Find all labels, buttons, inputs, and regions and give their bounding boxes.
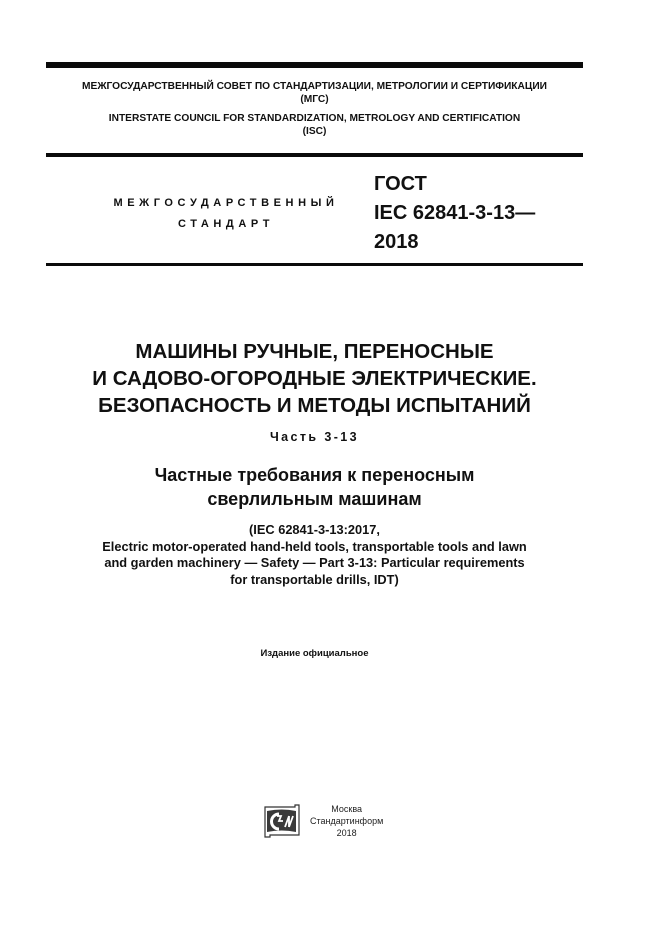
iec-reference-line: and garden machinery — Safety — Part 3-13: Particular requirements bbox=[104, 555, 525, 570]
gost-year: 2018 bbox=[374, 231, 419, 253]
council-name-ru bbox=[46, 80, 583, 106]
iec-reference bbox=[46, 522, 583, 588]
part-number: Часть 3-13 bbox=[270, 430, 359, 444]
publisher-text bbox=[310, 803, 383, 839]
council-name-en bbox=[46, 112, 583, 138]
council-name-en-text: INTERSTATE COUNCIL FOR STANDARDIZATION, METROLOGY AND CERTIFICATION bbox=[108, 113, 521, 124]
standard-kind bbox=[100, 193, 352, 235]
iec-reference-line: (IEC 62841-3-13:2017, bbox=[249, 522, 380, 537]
title-line: И САДОВО-ОГОРОДНЫЕ ЭЛЕКТРИЧЕСКИЕ. bbox=[92, 367, 537, 390]
iec-reference-line: Electric motor-operated hand-held tools, transportable tools and lawn bbox=[102, 538, 527, 554]
subtitle-line: Частные требования к переносным bbox=[154, 465, 475, 485]
publisher-block bbox=[262, 803, 383, 839]
bottom-divider bbox=[46, 263, 583, 266]
council-abbr-en: (ISC) bbox=[302, 126, 327, 137]
publisher-city: Москва bbox=[331, 804, 363, 814]
edition-note: Издание официальное bbox=[260, 648, 369, 659]
publisher-year: 2018 bbox=[336, 828, 357, 838]
council-name-ru-text: МЕЖГОСУДАРСТВЕННЫЙ СОВЕТ ПО СТАНДАРТИЗАЦИИ, МЕТРОЛОГИИ И СЕРТИФИКАЦИИ bbox=[82, 81, 547, 92]
council-abbr-ru: (МГС) bbox=[300, 94, 329, 105]
gost-designation bbox=[374, 170, 535, 257]
top-divider bbox=[46, 62, 583, 68]
document-subtitle bbox=[46, 463, 583, 511]
standard-kind-line2: СТАНДАРТ bbox=[177, 218, 275, 230]
subtitle-line: сверлильным машинам bbox=[207, 489, 422, 509]
standartinform-logo-icon bbox=[262, 803, 302, 839]
gost-label: ГОСТ bbox=[374, 173, 427, 195]
title-line: МАШИНЫ РУЧНЫЕ, ПЕРЕНОСНЫЕ bbox=[135, 340, 494, 363]
iec-reference-line: for transportable drills, IDT) bbox=[230, 571, 399, 587]
title-line: БЕЗОПАСНОСТЬ И МЕТОДЫ ИСПЫТАНИЙ bbox=[98, 394, 531, 417]
document-title bbox=[46, 338, 583, 419]
publisher-name: Стандартинформ bbox=[310, 816, 384, 826]
standard-kind-line1: МЕЖГОСУДАРСТВЕННЫЙ bbox=[113, 197, 339, 209]
middle-divider bbox=[46, 153, 583, 157]
gost-number: IEC 62841-3-13— bbox=[374, 202, 536, 224]
